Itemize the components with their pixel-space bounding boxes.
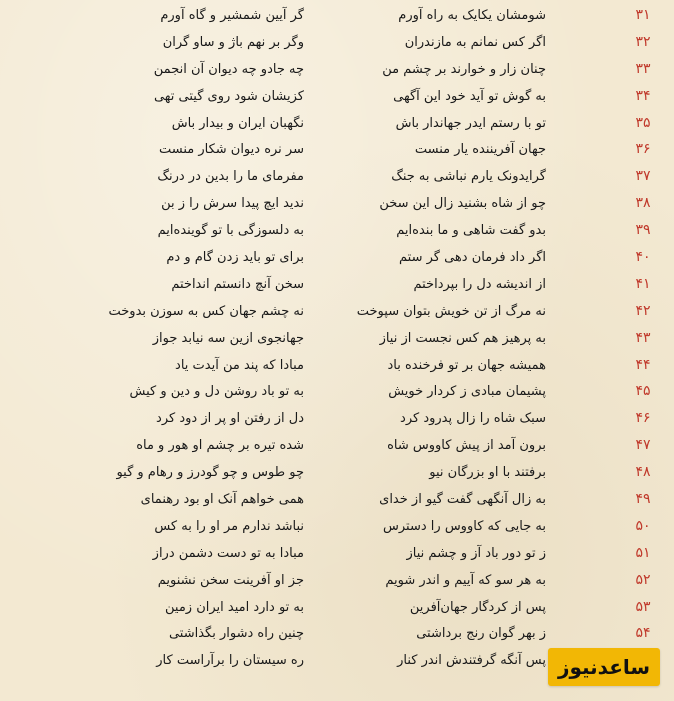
- verse-row: [0, 112, 674, 139]
- verse-row: [0, 58, 674, 85]
- first-hemistich: پس از کردگار جهان‌آفرین: [409, 599, 546, 615]
- verse-number: ۴۸: [635, 464, 651, 481]
- second-hemistich: نه چشم جهان کس به سوزن بدوخت: [108, 303, 304, 319]
- verse-row: [0, 300, 674, 327]
- second-hemistich: ره سیستان را برآراست کار: [156, 653, 304, 669]
- verse-row: [0, 354, 674, 381]
- verse-row: [0, 327, 674, 354]
- first-hemistich: به پرهیز هم کس نجست از نیاز: [379, 330, 546, 346]
- first-hemistich: برون آمد از پیش کاووس شاه: [387, 438, 546, 454]
- verse-row: [0, 542, 674, 569]
- second-hemistich: چنین راه دشوار بگذاشتی: [168, 626, 304, 642]
- first-hemistich: نه مرگ از تن خویش بتوان سپوخت: [356, 303, 546, 319]
- second-hemistich: جز او آفرینت سخن نشنویم: [157, 572, 304, 588]
- second-hemistich: دل از رفتن او پر از دود کرد: [156, 411, 304, 427]
- first-hemistich: به گوش تو آید خود این آگهی: [393, 88, 546, 104]
- verse-number: ۴۵: [635, 383, 651, 400]
- verse-row: [0, 273, 674, 300]
- first-hemistich: پشیمان مبادی ز کردار خویش: [388, 384, 546, 400]
- first-hemistich: اگر کس نمانم به مازندران: [404, 34, 546, 50]
- second-hemistich: شده تیره بر چشم او هور و ماه: [136, 438, 304, 454]
- verse-row: [0, 85, 674, 112]
- verse-number: ۴۶: [635, 410, 651, 427]
- verse-row: [0, 138, 674, 165]
- verse-number: ۵۲: [635, 571, 651, 588]
- verse-row: [0, 596, 674, 623]
- verse-number: ۴۰: [635, 249, 651, 266]
- first-hemistich: ز تو دور باد آز و چشم نیاز: [406, 545, 546, 561]
- first-hemistich: اگر داد فرمان دهی گر ستم: [399, 250, 546, 266]
- first-hemistich: پس آنگه گرفتندش اندر کنار: [397, 653, 546, 669]
- verse-number: ۳۶: [635, 141, 651, 158]
- logo-text: ساعدنیوز: [557, 655, 651, 679]
- verse-row: [0, 165, 674, 192]
- verse-row: [0, 246, 674, 273]
- verse-row: [0, 461, 674, 488]
- verse-row: [0, 434, 674, 461]
- first-hemistich: تو با رستم ایدر جهاندار باش: [395, 115, 546, 131]
- second-hemistich: به تو باد روشن دل و دین و کیش: [129, 384, 304, 400]
- verse-row: [0, 219, 674, 246]
- verse-row: [0, 622, 674, 649]
- second-hemistich: چه جادو چه دیوان آن انجمن: [153, 61, 304, 77]
- second-hemistich: گر آیین شمشیر و گاه آورم: [160, 8, 304, 23]
- second-hemistich: مبادا به تو دست دشمن دراز: [152, 545, 304, 561]
- verse-number: ۳۹: [635, 222, 651, 239]
- first-hemistich: برفتند با او بزرگان نیو: [429, 465, 546, 481]
- first-hemistich: از اندیشه دل را بپرداختم: [413, 276, 546, 292]
- first-hemistich: بدو گفت شاهی و ما بنده‌ایم: [396, 223, 546, 239]
- verse-row: [0, 515, 674, 542]
- verse-row: [0, 4, 674, 31]
- verse-number: ۴۷: [635, 437, 651, 454]
- verse-row: [0, 407, 674, 434]
- verse-row: [0, 488, 674, 515]
- first-hemistich: چنان زار و خوارند بر چشم من: [382, 61, 546, 77]
- second-hemistich: وگر بر نهم باژ و ساو گران: [162, 34, 304, 50]
- verse-row: [0, 192, 674, 219]
- verse-number: ۴۹: [635, 491, 651, 508]
- second-hemistich: همی خواهم آنک او بود رهنمای: [140, 492, 304, 508]
- saednews-logo[interactable]: [548, 648, 660, 686]
- verse-number: ۴۱: [635, 275, 651, 292]
- verse-row: [0, 569, 674, 596]
- verse-number: ۵۰: [635, 517, 651, 534]
- verse-number: ۵۳: [635, 598, 651, 615]
- verse-number: ۳۴: [635, 87, 651, 104]
- verse-number: ۳۸: [635, 195, 651, 212]
- verse-number: ۳۳: [635, 60, 651, 77]
- first-hemistich: به هر سو که آییم و اندر شویم: [385, 572, 546, 588]
- first-hemistich: گرایدونک یارم نباشی به جنگ: [391, 169, 546, 185]
- second-hemistich: مفرمای ما را بدین در درنگ: [157, 169, 304, 185]
- first-hemistich: چو از شاه بشنید زال این سخن: [379, 196, 546, 212]
- second-hemistich: نباشد ندارم مر او را به کس: [154, 518, 304, 534]
- verse-list: [0, 4, 674, 676]
- second-hemistich: ندید ایچ پیدا سرش را ز بن: [161, 196, 304, 212]
- second-hemistich: مبادا که پند من آیدت یاد: [175, 357, 304, 373]
- second-hemistich: سر نره دیوان شکار منست: [158, 142, 304, 158]
- verse-number: ۳۷: [635, 168, 651, 185]
- first-hemistich: به زال آنگهی گفت گیو از خدای: [379, 492, 546, 508]
- first-hemistich: به جایی که کاووس را دسترس: [383, 518, 546, 534]
- verse-number: ۴۴: [635, 356, 651, 373]
- second-hemistich: جهانجوی ازین سه نیابد جواز: [152, 330, 304, 346]
- first-hemistich: شومشان یکایک به راه آورم: [398, 8, 546, 23]
- verse-number: ۳۲: [635, 33, 651, 50]
- verse-number: ۵۱: [635, 544, 651, 561]
- second-hemistich: نگهبان ایران و بیدار باش: [171, 115, 304, 131]
- verse-number: ۳۱: [635, 7, 651, 23]
- verse-number: ۵۴: [635, 625, 651, 642]
- second-hemistich: به تو دارد امید ایران زمین: [165, 599, 304, 615]
- first-hemistich: جهان آفریننده یار منست: [414, 142, 546, 158]
- second-hemistich: چو طوس و چو گودرز و رهام و گیو: [116, 465, 304, 481]
- verse-number: ۴۳: [635, 329, 651, 346]
- first-hemistich: همیشه جهان بر تو فرخنده باد: [387, 357, 546, 373]
- verse-number: ۴۲: [635, 302, 651, 319]
- second-hemistich: کزیشان شود روی گیتی تهی: [153, 88, 304, 104]
- second-hemistich: سخن آنچ دانستم انداختم: [171, 276, 304, 292]
- verse-row: [0, 380, 674, 407]
- second-hemistich: برای تو باید زدن گام و دم: [166, 250, 304, 266]
- verse-row: [0, 31, 674, 58]
- second-hemistich: به دلسوزگی با تو گوینده‌ایم: [157, 223, 304, 239]
- first-hemistich: سبک شاه را زال پدرود کرد: [400, 411, 546, 427]
- verse-number: ۳۵: [635, 114, 651, 131]
- first-hemistich: ز بهر گوان رنج برداشتی: [416, 626, 546, 642]
